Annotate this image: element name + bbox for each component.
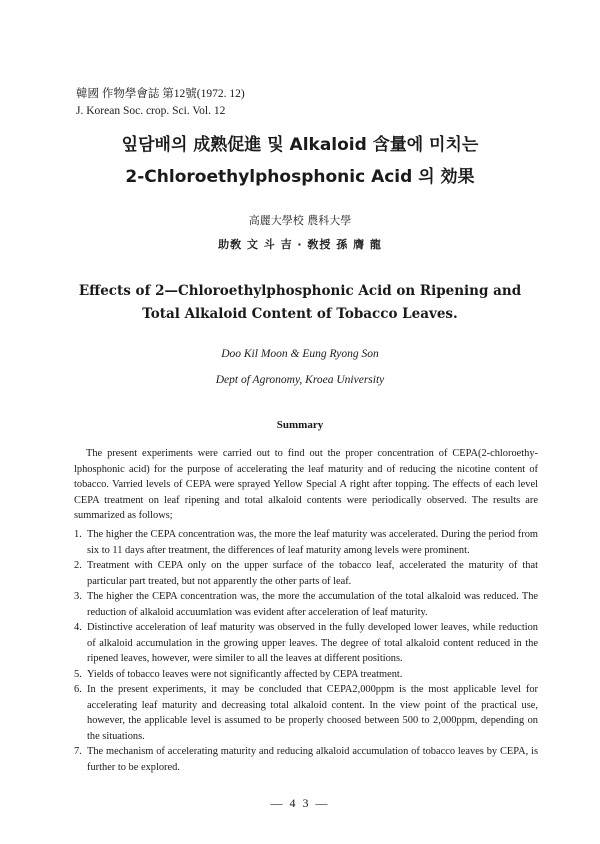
list-item-number: 3. [74,591,82,602]
list-item-text: The mechanism of accelerating maturity and reducing alkaloid accumulation of tobacco leaves by CEPA, is further to be explored. [87,746,538,773]
list-item-text: The higher the CEPA concentration was, the more the leaf maturity was accelerated. During the period from six to 11 days after treatment, the differences of leaf maturity among levels were prominent. [87,529,538,556]
english-affiliation: Dept of Agronomy, Kroea University [215,374,385,386]
list-item-number: 2. [74,560,82,571]
korean-title-line-1: 잎담배의 成熟促進 및 Alkaloid 含量에 미치는 [121,135,479,155]
page-number: — 4 3 — [270,796,330,810]
list-item-number: 7. [74,746,82,757]
list-item-number: 1. [74,529,82,540]
summary-intro: The present experiments were carried out to find out the proper concentration of CEPA(2-chloroethy-lphosphonic acid) for the purpose of accelerating the leaf maturity and of reducing the nicotine content of tobacco. Varried levels of CEPA were sprayed Yellow Special A right after topping. The effects of each level CEPA treatment on leaf ripening and total alkaloid contents were periodically observed. The results are summarized as follows; [74,448,538,521]
english-title-line-2: Total Alkaloid Content of Tobacco Leaves. [142,306,458,322]
list-item [74,589,538,620]
list-item [74,527,538,558]
list-item [74,667,538,683]
list-item-text: Yields of tobacco leaves were not significantly affected by CEPA treatment. [87,668,403,680]
list-item [74,620,538,667]
list-item [74,744,538,775]
results-list [74,527,538,775]
korean-authors: 助敎 文 斗 吉 · 敎授 孫 膺 龍 [218,238,382,251]
journal-citation-english: J. Korean Soc. crop. Sci. Vol. 12 [76,105,226,117]
journal-citation [76,86,245,120]
list-item-text: In the present experiments, it may be concluded that CEPA2,000ppm is the most applicable level for accelerating leaf maturity and decreasing total alkaloid content. In the view point of the practical use, however, the applicable level is assumed to be properly choosed between 500 to 2,000ppm, depending on the situations. [87,684,538,742]
list-item-text: Distinctive acceleration of leaf maturity was observed in the fully developed lower leaves, while reduction of alkaloid accumulation in the growing upper leaves. The degree of total alkaloid content reduced in the ripened leaves, however, were similer to all the leaves at different positions. [87,622,538,664]
korean-title-line-2: 2-Chloroethylphosphonic Acid 의 効果 [125,167,475,187]
korean-institution: 高麗大學校 農科大學 [248,214,352,227]
list-item [74,558,538,589]
list-item-text: The higher the CEPA concentration was, the more the accumulation of the total alkaloid was reduced. The reduction of alkaloid accuumlation was evident after acceleration of leaf maturity. [87,591,538,618]
english-authors: Doo Kil Moon & Eung Ryong Son [221,348,379,360]
list-item-number: 6. [74,684,82,695]
list-item-number: 4. [74,622,82,633]
list-item-text: Treatment with CEPA only on the upper surface of the tobacco leaf, accelerated the maturity of that particular part treated, but not apparently the other parts of leaf. [87,560,538,587]
journal-citation-korean: 韓國 作物學會誌 第12號(1972. 12) [76,88,245,100]
list-item-number: 5. [74,668,82,680]
list-item [74,682,538,744]
english-title-line-1: Effects of 2—Chloroethylphosphonic Acid on Ripening and [78,283,522,299]
summary-heading: Summary [276,419,324,431]
